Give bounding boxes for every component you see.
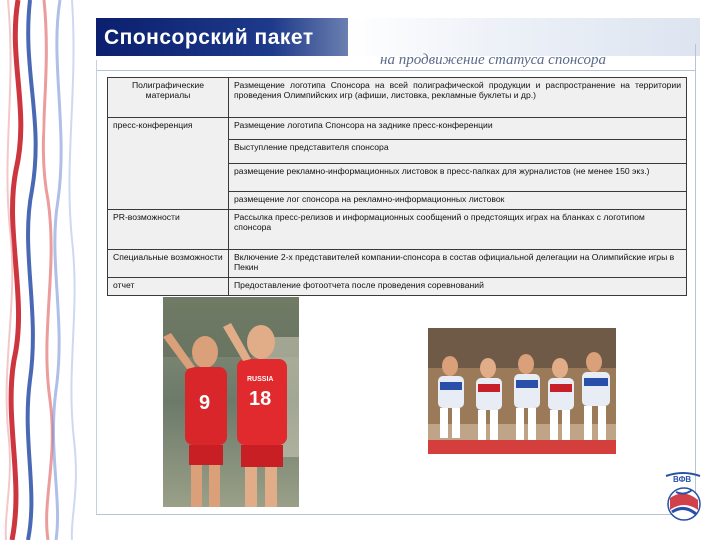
- description-cell: Предоставление фотоотчета после проведения соревнований: [229, 278, 687, 296]
- frame-line: [96, 514, 696, 515]
- description-cell: Рассылка пресс-релизов и информационных сообщений о предстоящих играх на бланках с логотипом спонсора: [229, 210, 687, 250]
- jersey-number: 18: [249, 388, 272, 410]
- frame-line: [96, 60, 97, 515]
- category-cell: PR-возможности: [108, 210, 229, 250]
- jersey-text: RUSSIA: [247, 376, 274, 383]
- description-cell: размещение рекламно-информационных листовок в пресс-папках для журналистов (не менее 150 экз.): [229, 164, 687, 192]
- table-row: [108, 118, 687, 140]
- description-cell: Выступление представителя спонсора: [229, 140, 687, 164]
- photo-women-players: [428, 328, 616, 454]
- page-title: Спонсорский пакет: [104, 26, 314, 49]
- table-row: [108, 250, 687, 278]
- logo-text: ВФВ: [673, 475, 692, 484]
- table-row: [108, 278, 687, 296]
- table-row: [108, 78, 687, 118]
- page-subtitle: на продвижение статуса спонсора: [380, 52, 607, 68]
- table-row: [108, 210, 687, 250]
- jersey-number: 9: [199, 392, 211, 414]
- photo-men-players: [163, 297, 299, 507]
- description-cell: Размещение логотипа Спонсора на всей полиграфической продукции и распространение на территории проведения Олимпийских игр (афиши, листовка, рекламные буклеты и др.): [229, 78, 687, 118]
- category-cell: отчет: [108, 278, 229, 296]
- subtitle-band: [348, 18, 700, 56]
- decorative-ribbons: [0, 0, 95, 540]
- description-cell: Размещение логотипа Спонсора на заднике пресс-конференции: [229, 118, 687, 140]
- category-cell: Специальные возможности: [108, 250, 229, 278]
- description-cell: Включение 2-х представителей компании-спонсора в состав официальной делегации на Олимпийские игры в Пекин: [229, 250, 687, 278]
- sponsorship-table: [107, 77, 687, 296]
- federation-logo: [658, 466, 708, 524]
- category-cell: Полиграфические материалы: [108, 78, 229, 118]
- frame-line: [695, 44, 696, 514]
- description-cell: размещение лог спонсора на рекламно-информационных листовок: [229, 192, 687, 210]
- frame-line: [96, 70, 696, 71]
- category-cell: пресс-конференция: [108, 118, 229, 210]
